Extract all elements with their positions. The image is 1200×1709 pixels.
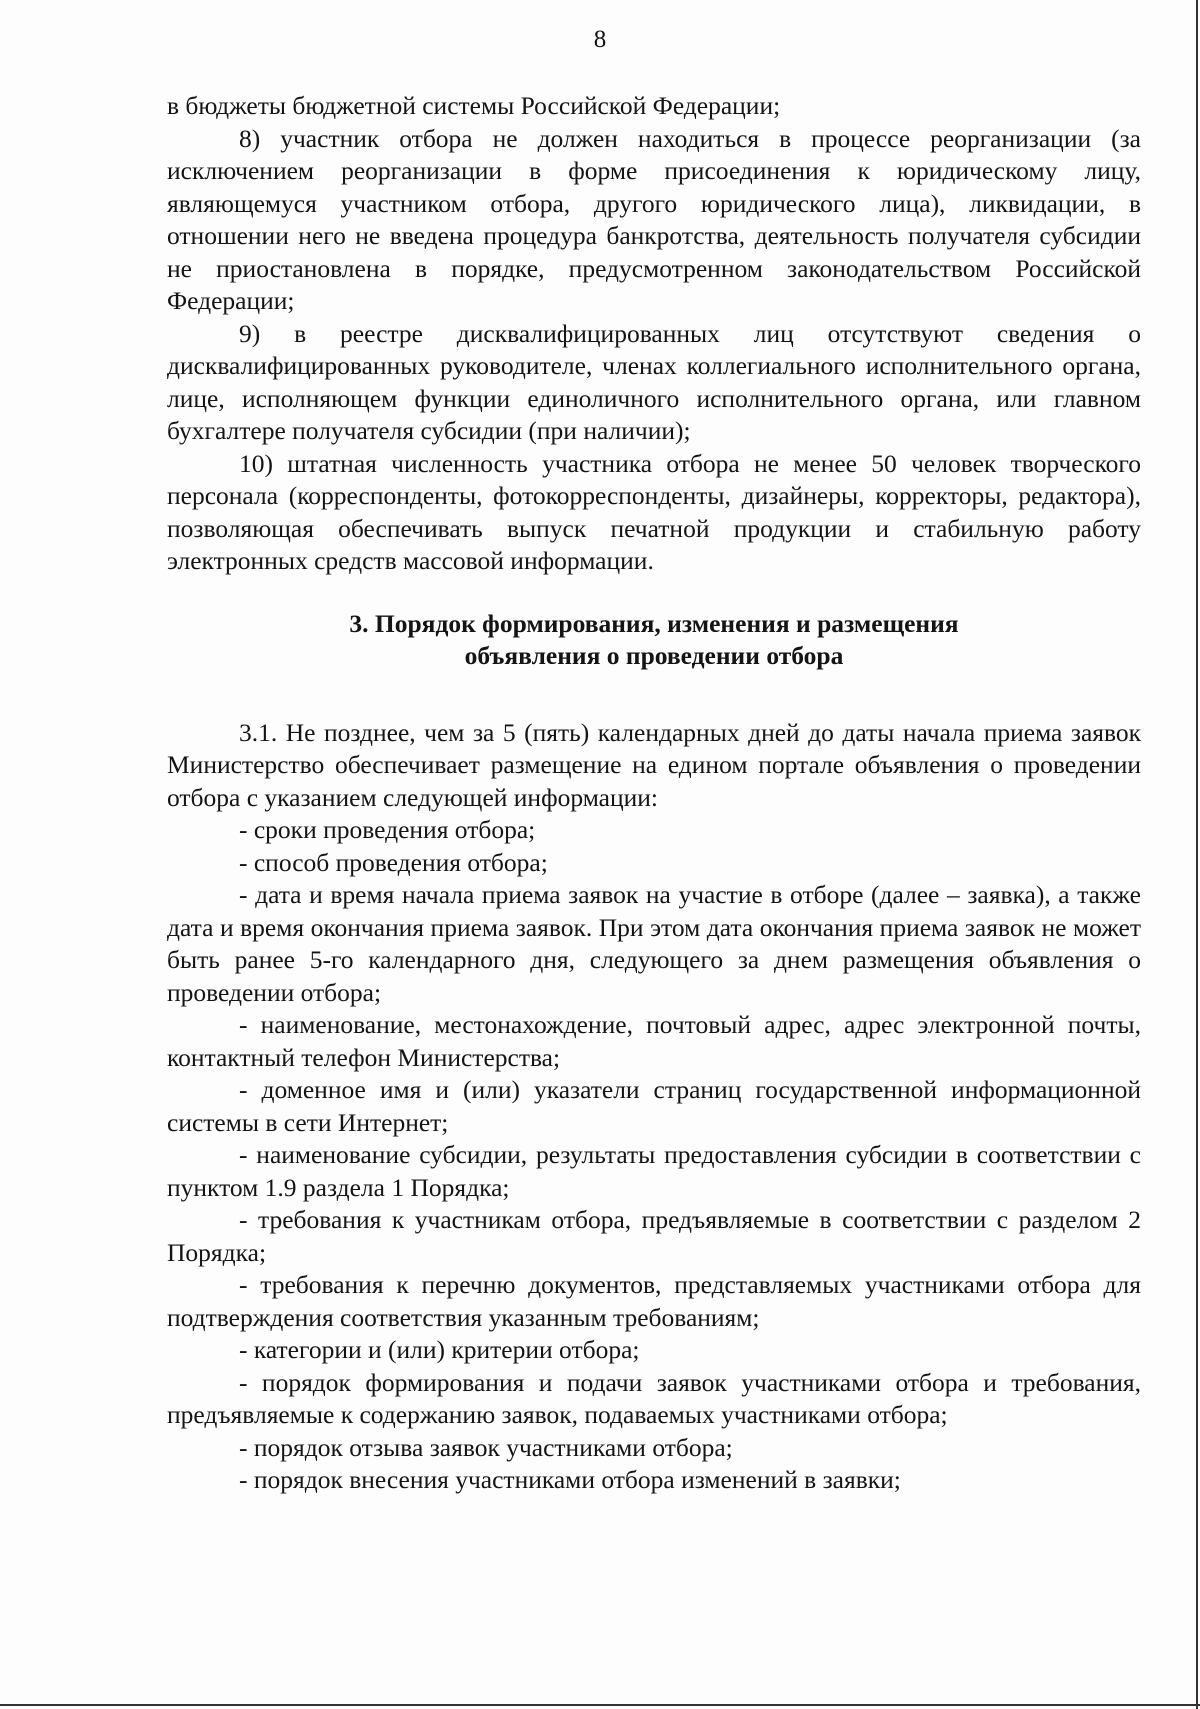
section-heading-line-1: 3. Порядок формирования, изменения и размещения [349,608,959,638]
section-heading [167,608,1141,673]
paragraph: - наименование, местонахождение, почтовый адрес, адрес электронной почты, контактный телефон Министерства; [167,1010,1141,1072]
scan-edge-bottom [0,1704,1200,1706]
paragraph: - способ проведения отбора; [239,847,548,877]
paragraph: - порядок отзыва заявок участниками отбора; [239,1432,733,1462]
paragraphs-after-heading [167,717,1141,1497]
paragraph: - требования к участникам отбора, предъявляемые в соответствии с разделом 2 Порядка; [167,1205,1141,1267]
paragraph: - порядок внесения участниками отбора изменений в заявки; [239,1465,901,1494]
paragraph: 3.1. Не позднее, чем за 5 (пять) календарных дней до даты начала приема заявок Министерство обеспечивает размещение на едином портале объявления о проведении отбора с указанием следующей информации: [167,717,1141,812]
section-heading-line-2: объявления о проведении отбора [464,641,844,670]
paragraphs-before-heading [167,90,1141,578]
paragraph: - требования к перечню документов, представляемых участниками отбора для подтверждения соответствия указанным требованиям; [167,1270,1141,1332]
paragraph: - категории и (или) критерии отбора; [239,1335,640,1364]
paragraph: 8) участник отбора не должен находиться в процессе реорганизации (за исключением реорганизации в форме присоединения к юридическому лицу, являющемуся участником отбора, другого юридического лица), ликвидации, в отношении него не введена процедура банкротства, деятельность получателя субсидии не приостановлена в порядке, предусмотренном законодательством Российской Федерации; [167,123,1141,315]
document-body [167,90,1141,1497]
heading-spacer [167,703,1141,717]
paragraph: - наименование субсидии, результаты предоставления субсидии в соответствии с пунктом 1.9 раздела 1 Порядка; [167,1140,1141,1202]
paragraph: 10) штатная численность участника отбора не менее 50 человек творческого персонала (корреспонденты, фотокорреспонденты, дизайнеры, корректоры, редактора), позволяющая обеспечивать выпуск печатной продукции и стабильную работу электронных средств массовой информации. [167,448,1141,575]
paragraph: в бюджеты бюджетной системы Российской Федерации; [167,91,781,120]
paragraph: 9) в реестре дисквалифицированных лиц отсутствуют сведения о дисквалифицированных руководителе, членах коллегиального исполнительного органа, лице, исполняющем функции единоличного исполнительного органа, или главном бухгалтере получателя субсидии (при наличии); [167,318,1141,445]
page-number: 8 [593,26,607,53]
paragraph: - дата и время начала приема заявок на участие в отборе (далее – заявка), а также дата и время окончания приема заявок. При этом дата окончания приема заявок не может быть ранее 5-го календарного дня, следующего за днем размещения объявления о проведении отбора; [167,880,1141,1007]
scan-edge-right [1196,0,1198,1709]
paragraph: - сроки проведения отбора; [239,815,536,844]
paragraph: - порядок формирования и подачи заявок участниками отбора и требования, предъявляемые к содержанию заявок, подаваемых участниками отбора; [167,1367,1141,1429]
paragraph: - доменное имя и (или) указатели страниц государственной информационной системы в сети Интернет; [167,1075,1141,1137]
